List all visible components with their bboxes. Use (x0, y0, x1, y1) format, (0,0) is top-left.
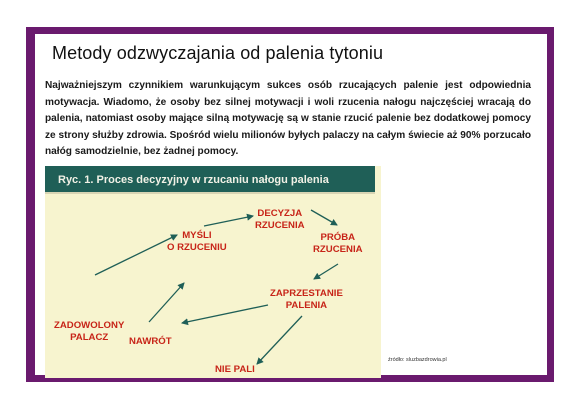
arrow-decyzja-to-proba (311, 210, 337, 225)
arrow-mysli-to-decyzja (204, 216, 253, 226)
arrow-zadowolony-to-mysli (95, 235, 177, 275)
page-title: Metody odzwyczajania od palenia tytoniu (52, 43, 384, 63)
node-proba-rzucenia: PRÓBA RZUCENIA (313, 232, 363, 255)
arrow-proba-to-zaprzestanie (314, 264, 338, 279)
node-zaprzestanie-palenia: ZAPRZESTANIE PALENIA (270, 288, 343, 311)
node-zadowolony-palacz: ZADOWOLONY PALACZ (54, 320, 125, 343)
source-caption: źródło: sluzbazdrowia.pl (388, 357, 447, 363)
node-decyzja-rzucenia: DECYZJA RZUCENIA (255, 208, 305, 231)
arrow-nawrot-to-mysli (149, 283, 184, 322)
node-nie-pali: NIE PALI (215, 364, 255, 375)
decision-diagram (45, 194, 381, 378)
node-nawrot: NAWRÓT (129, 336, 172, 347)
intro-paragraph: Najważniejszym czynnikiem warunkującym sukces osób rzucających palenie jest odpowiednia motywacja. Wiadomo, że osoby bez silnej motywacji i woli rzucenia nałogu najczęściej wracają do palenia, natomiast osoby mające silną motywację są w stanie rzucić palenie bez dodatkowej pomocy ze strony służby zdrowia. Spośród wielu milionów byłych palaczy na całym świecie aż 90% porzucało nałóg samodzielnie, bez żadnej pomocy. (45, 80, 531, 158)
figure-title: Ryc. 1. Proces decyzyjny w rzucaniu nałogu palenia (58, 174, 329, 186)
diagram-arrows (45, 194, 381, 378)
decision-process-figure (45, 166, 381, 378)
node-mysli-o-rzuceniu: MYŚLI O RZUCENIU (167, 230, 227, 253)
arrow-zaprzestanie-to-nie-pali (257, 316, 302, 364)
figure-header (45, 166, 375, 194)
arrow-zaprzestanie-to-nawrot (182, 305, 268, 323)
